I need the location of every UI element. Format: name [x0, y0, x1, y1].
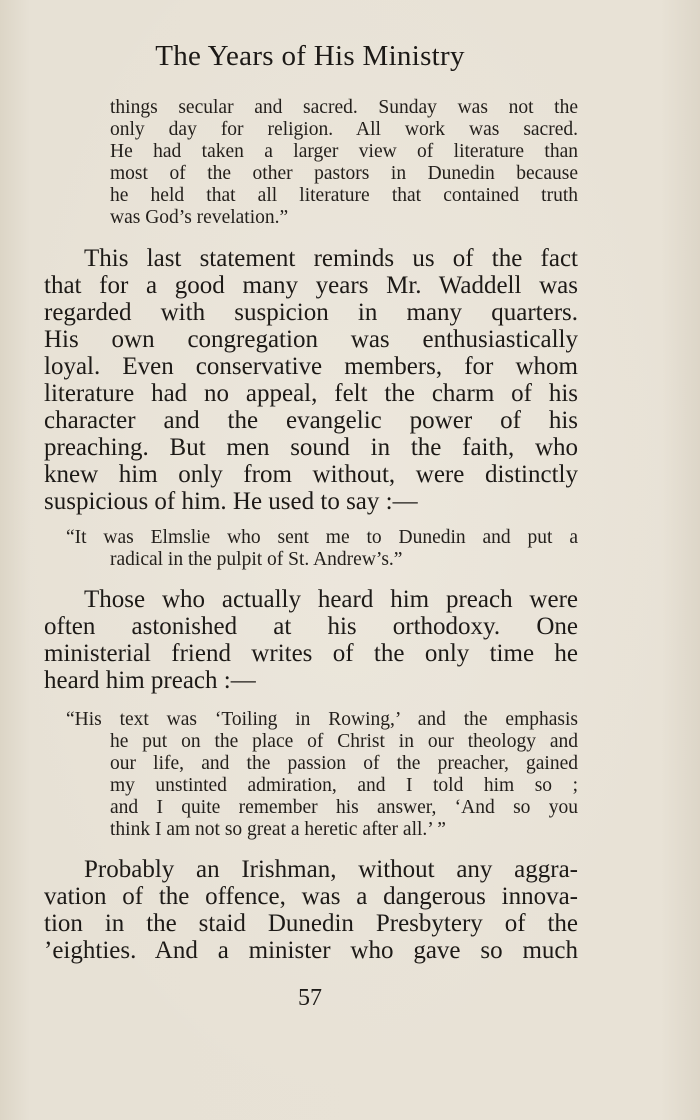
- quote-line: He had taken a larger view of literature than: [110, 141, 578, 162]
- paragraph-line: character and the evangelic power of his: [44, 407, 578, 434]
- quote-block-elmslie: [66, 527, 578, 571]
- paragraph-line: This last statement reminds us of the fact: [84, 245, 578, 272]
- paragraph-line: vation of the offence, was a dangerous innova-: [44, 883, 578, 910]
- paragraph-line: ’eighties. And a minister who gave so much: [44, 937, 578, 964]
- quote-line: he put on the place of Christ in our theology and: [110, 731, 578, 752]
- paragraph-line: that for a good many years Mr. Waddell was: [44, 272, 578, 299]
- quote-block-text: [66, 709, 578, 841]
- quote-line: our life, and the passion of the preacher, gained: [110, 753, 578, 774]
- quote-line: things secular and sacred. Sunday was not the: [110, 97, 578, 118]
- paragraph-line: preaching. But men sound in the faith, who: [44, 434, 578, 461]
- paragraph-irishman: [44, 856, 578, 964]
- quote-line: was God’s revelation.”: [110, 207, 289, 228]
- running-head: The Years of His Ministry: [155, 40, 465, 72]
- paragraph-line: heard him preach :—: [44, 667, 256, 694]
- paragraph-line: ministerial friend writes of the only time he: [44, 640, 578, 667]
- quote-line: only day for religion. All work was sacred.: [110, 119, 578, 140]
- quote-line: most of the other pastors in Dunedin because: [110, 163, 578, 184]
- quote-line: think I am not so great a heretic after all.’ ”: [110, 819, 446, 840]
- quote-line: “It was Elmslie who sent me to Dunedin and put a: [66, 527, 578, 548]
- paragraph-line: suspicious of him. He used to say :—: [44, 488, 418, 515]
- page-number: 57: [298, 985, 322, 1011]
- paragraph-orthodoxy: [44, 586, 578, 694]
- paragraph-line: Those who actually heard him preach were: [84, 586, 578, 613]
- paragraph-suspicion: [44, 245, 578, 515]
- paragraph-line: loyal. Even conservative members, for whom: [44, 353, 578, 380]
- paragraph-line: His own congregation was enthusiastically: [44, 326, 578, 353]
- paragraph-line: regarded with suspicion in many quarters.: [44, 299, 578, 326]
- paragraph-line: often astonished at his orthodoxy. One: [44, 613, 578, 640]
- quote-line: “His text was ‘Toiling in Rowing,’ and the emphasis: [66, 709, 578, 730]
- quote-line: radical in the pulpit of St. Andrew’s.”: [110, 549, 403, 570]
- paragraph-line: literature had no appeal, felt the charm of his: [44, 380, 578, 407]
- paragraph-line: tion in the staid Dunedin Presbytery of the: [44, 910, 578, 937]
- paragraph-line: knew him only from without, were distinctly: [44, 461, 578, 488]
- paragraph-line: Probably an Irishman, without any aggra-: [84, 856, 578, 883]
- quote-line: he held that all literature that contained truth: [110, 185, 578, 206]
- quote-line: and I quite remember his answer, ‘And so you: [110, 797, 578, 818]
- quote-line: my unstinted admiration, and I told him so ;: [110, 775, 578, 796]
- quote-block-continued: [110, 97, 578, 229]
